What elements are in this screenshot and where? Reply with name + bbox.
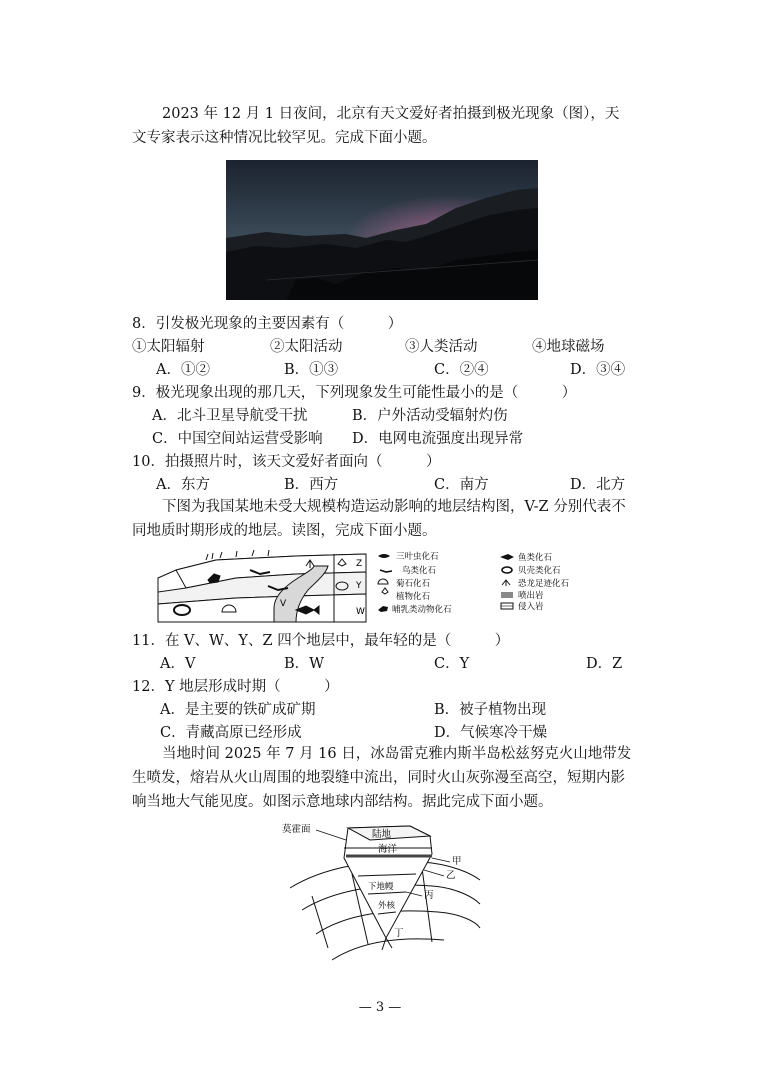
intro-strata: 下图为我国某地未受大规模构造运动影响的地层结构图，V-Z 分别代表不同地质时期形成的地层。读图，完成下面小题。 [132,499,626,539]
q12-option-b: B．被子植物出现 [434,702,547,718]
q10-option-d: D．北方 [570,477,626,493]
svg-text:恐龙足迹化石: 恐龙足迹化石 [518,579,570,589]
label-outer-core: 外核 [378,901,396,911]
label-ocean: 海洋 [378,844,398,855]
shell-legend-icon [502,567,512,573]
layer-label-v: V [280,599,287,609]
q8-stem: 8．引发极光现象的主要因素有（ ） [132,316,403,332]
q12-option-c: C．青藏高原已经形成 [160,725,302,741]
q11-option-a: A．V [160,656,196,672]
svg-text:植物化石: 植物化石 [396,592,431,602]
aurora-photo [226,160,538,300]
q8-factor-2: ②太阳活动 [270,339,343,355]
q10-option-b: B．西方 [284,477,339,493]
layer-label-y: Y [356,581,362,591]
q9-option-d: D．电网电流强度出现异常 [352,431,524,447]
label-bing: 丙 [424,890,434,901]
strata-diagram [156,548,612,624]
strata-legend [378,551,570,615]
fish-legend-icon [500,554,514,560]
svg-text:哺乳类动物化石: 哺乳类动物化石 [392,605,452,615]
intro-volcano: 当地时间 2025 年 7 月 16 日，冰岛雷克雅内斯半岛松兹努克火山地带发生喷发，熔岩从火山周围的地裂缝中流出，同时火山灰弥漫至高空，短期内影响当地大气能见度。如图示意地球内部结构。据此完成下面小题。 [132,746,632,810]
q11-option-d: D．Z [586,656,623,672]
svg-text:喷出岩: 喷出岩 [518,591,544,601]
q8-factor-4: ④地球磁场 [532,339,605,355]
plant-legend-icon [382,588,388,594]
mammal-legend-icon [378,606,388,612]
q12-option-a: A．是主要的铁矿成矿期 [160,702,316,718]
ammonite-legend-icon [378,579,388,584]
page-number: — 3 — [358,1000,402,1015]
label-moho: 莫霍面 [282,824,311,835]
trilobite-icon [378,554,390,558]
q9-option-b: B．户外活动受辐射灼伤 [352,408,508,424]
svg-text:鱼类化石: 鱼类化石 [518,553,553,563]
svg-text:鸟类化石: 鸟类化石 [402,566,437,576]
label-land: 陆地 [372,829,392,840]
layer-label-w: W [356,607,365,617]
q8-option-d: D．③④ [570,362,626,378]
q8-option-a: A．①② [156,362,210,378]
q10-option-c: C．南方 [434,477,489,493]
bird-legend-icon [380,570,392,572]
svg-text:菊石化石: 菊石化石 [396,579,431,589]
svg-text:侵入岩: 侵入岩 [518,602,544,612]
q10-option-a: A．东方 [156,477,210,493]
svg-text:贝壳类化石: 贝壳类化石 [518,566,561,576]
label-yi: 乙 [446,870,456,881]
q10-stem: 10．拍摄照片时，该天文爱好者面向（ ） [132,454,441,470]
q11-option-b: B．W [284,656,325,672]
q11-option-c: C．Y [434,656,470,672]
label-lower-mantle: 下地幔 [368,882,394,892]
earth-structure-diagram [282,818,482,968]
layer-label-z: Z [356,559,363,569]
svg-text:三叶虫化石: 三叶虫化石 [396,552,439,562]
extrusive-rock-swatch [501,592,513,598]
dino-track-legend-icon [502,580,510,586]
q12-option-d: D．气候寒冷干燥 [434,725,548,741]
label-jia: 甲 [452,856,462,867]
q11-stem: 11．在 V、W、Y、Z 四个地层中，最年轻的是（ ） [132,633,510,649]
q8-option-c: C．②④ [434,362,489,378]
q9-option-a: A．北斗卫星导航受干扰 [152,408,308,424]
q8-option-b: B．①③ [284,362,339,378]
q9-stem: 9．极光现象出现的那几天，下列现象发生可能性最小的是（ ） [132,385,577,401]
q12-stem: 12．Y 地层形成时期（ ） [132,679,339,695]
q9-option-c: C．中国空间站运营受影响 [152,431,323,447]
q8-factor-3: ③人类活动 [405,339,478,355]
label-ding: 丁 [394,928,404,939]
intro-aurora: 2023 年 12 月 1 日夜间，北京有天文爱好者拍摄到极光现象（图），天文专家表示这种情况比较罕见。完成下面小题。 [132,106,620,146]
q8-factor-1: ①太阳辐射 [132,339,205,355]
